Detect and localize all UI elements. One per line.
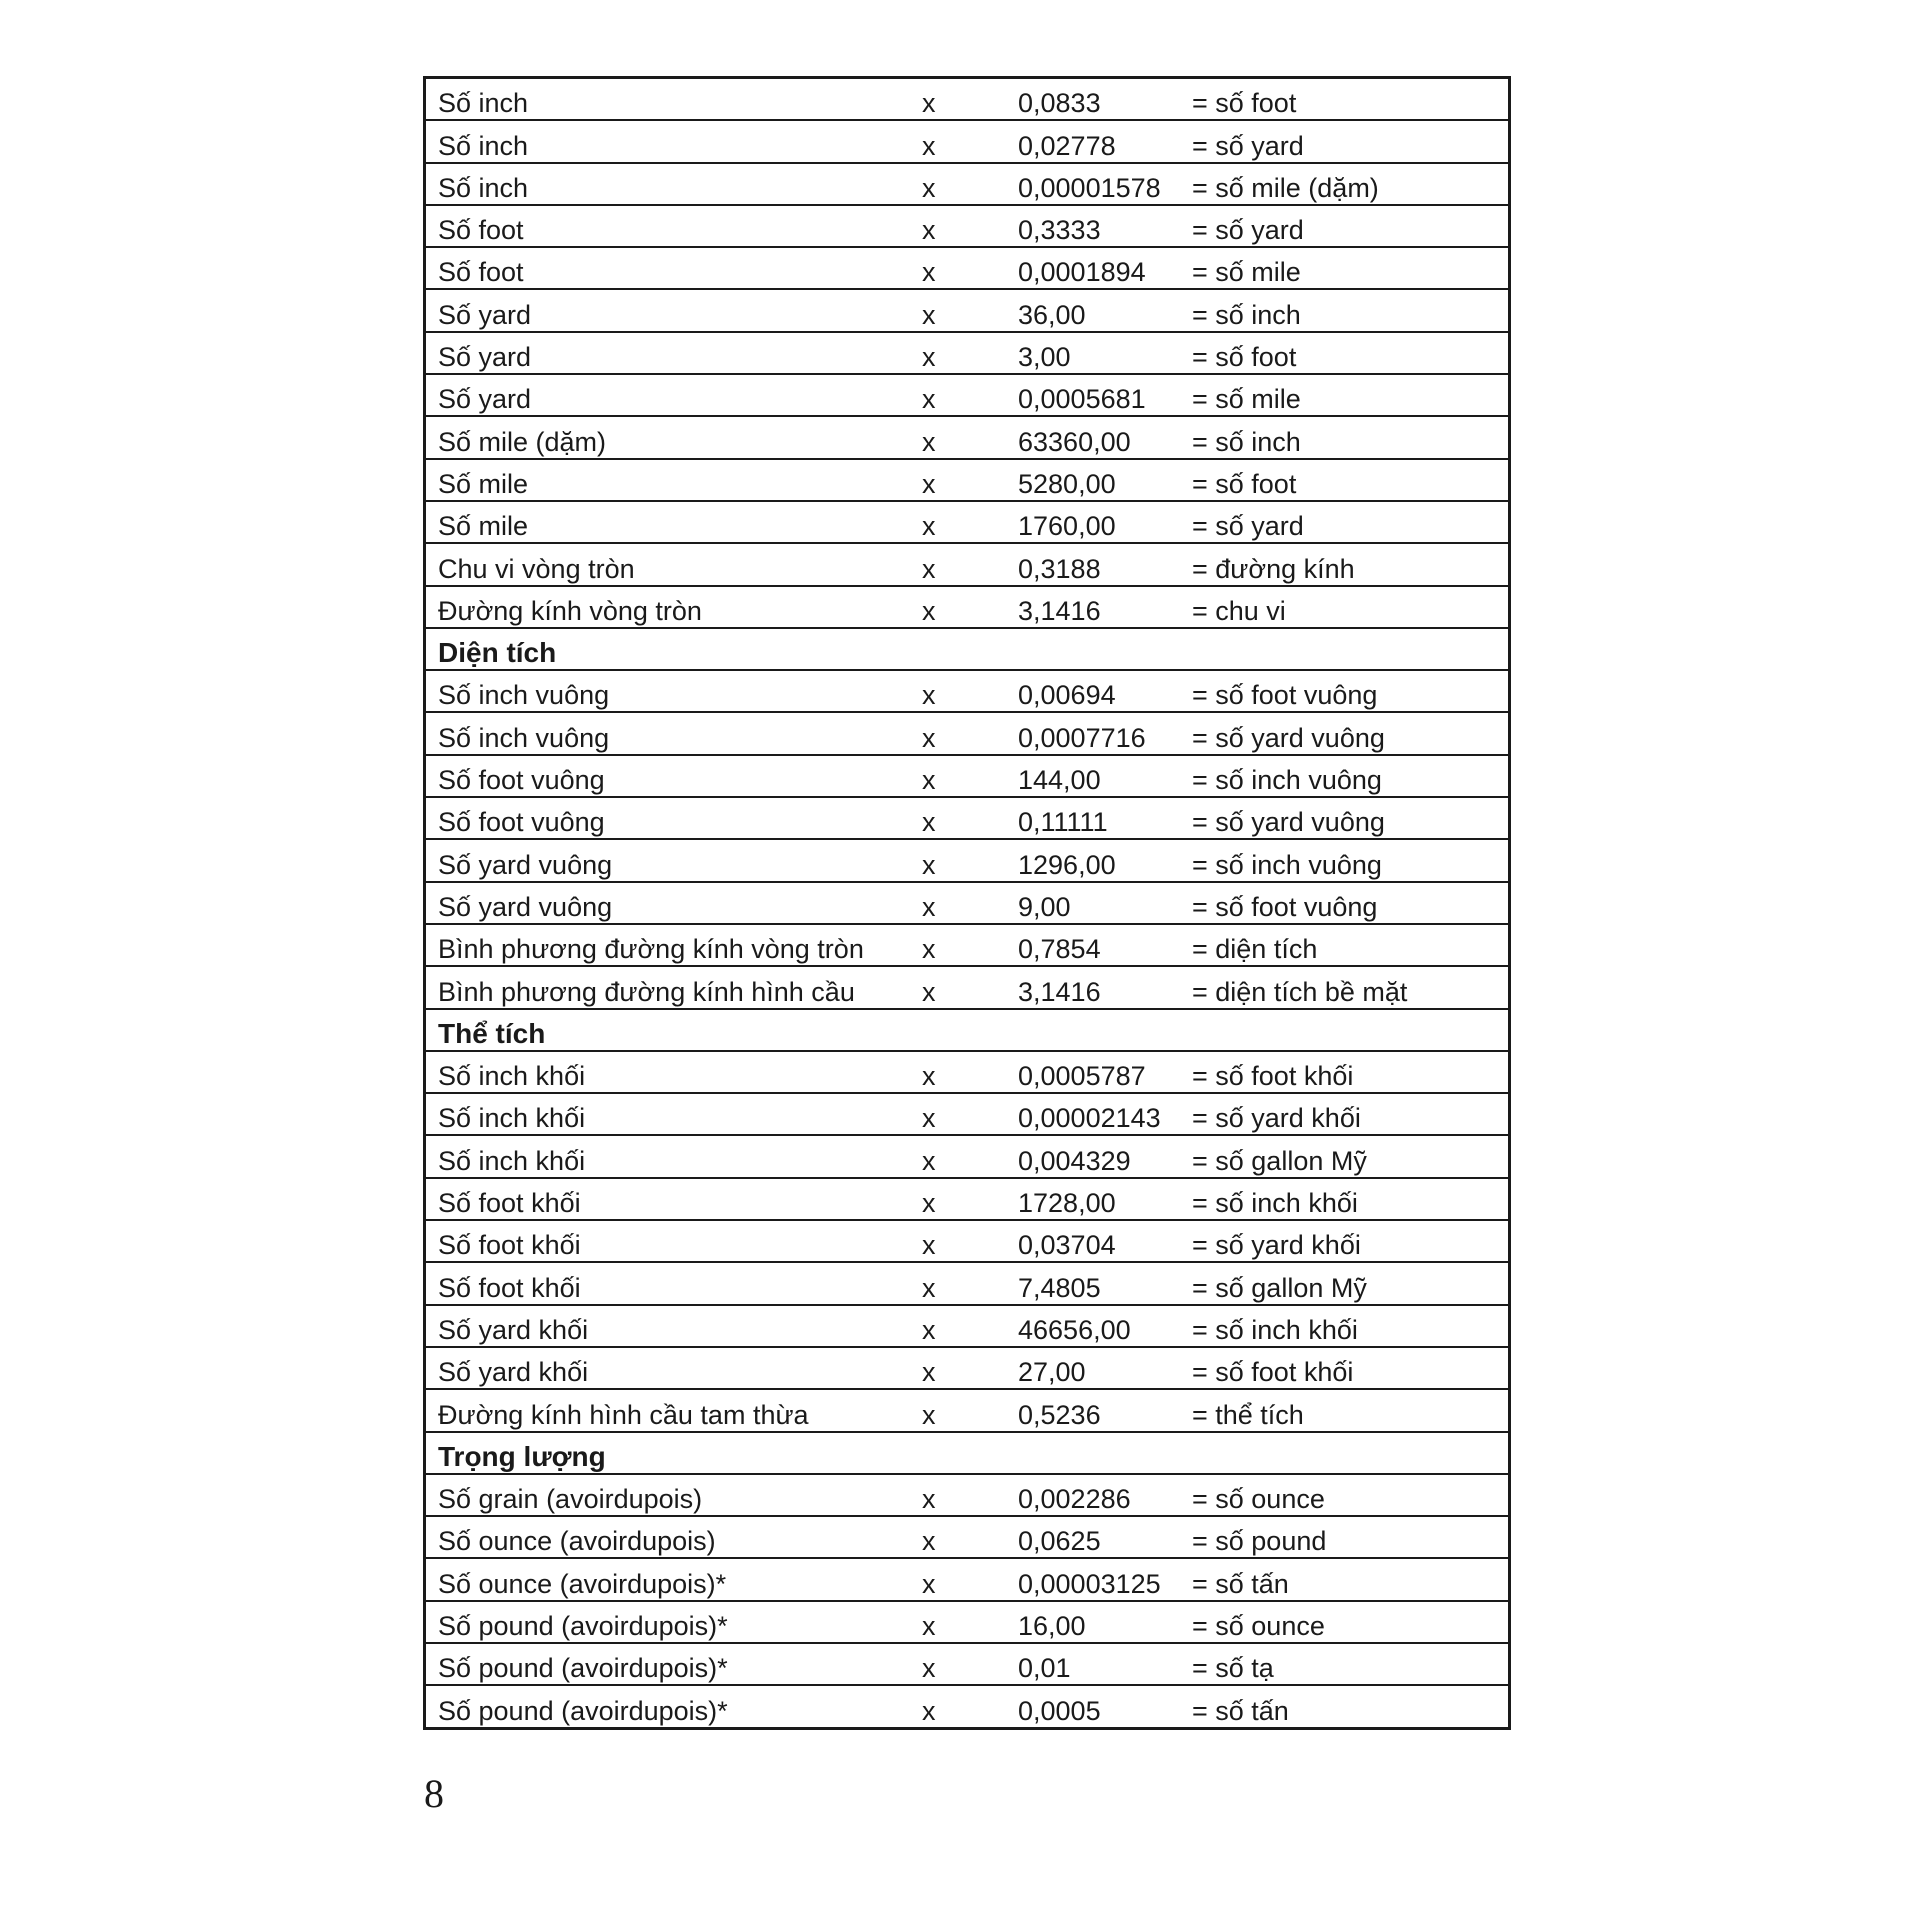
result-cell: = số foot: [1190, 332, 1510, 374]
unit-cell: Đường kính hình cầu tam thừa: [425, 1389, 917, 1431]
factor-cell: 0,0833: [1006, 78, 1190, 121]
factor-cell: 5280,00: [1006, 459, 1190, 501]
unit-cell: Số foot: [425, 205, 917, 247]
result-cell: = số inch khối: [1190, 1178, 1510, 1220]
factor-cell: 0,01: [1006, 1643, 1190, 1685]
table-row: [425, 1220, 1510, 1262]
factor-cell: 3,1416: [1006, 586, 1190, 628]
table-row: [425, 1474, 1510, 1516]
unit-cell: Số yard khối: [425, 1347, 917, 1389]
table-row: [425, 1347, 1510, 1389]
unit-cell: Số inch: [425, 163, 917, 205]
factor-cell: 0,7854: [1006, 924, 1190, 966]
operator-cell: x: [916, 1262, 1006, 1304]
operator-cell: x: [916, 1474, 1006, 1516]
operator-cell: x: [916, 543, 1006, 585]
operator-cell: x: [916, 163, 1006, 205]
unit-cell: Số foot khối: [425, 1220, 917, 1262]
unit-cell: Số ounce (avoirdupois)*: [425, 1558, 917, 1600]
result-cell: = số foot: [1190, 459, 1510, 501]
result-cell: = số ounce: [1190, 1601, 1510, 1643]
operator-cell: x: [916, 1178, 1006, 1220]
factor-cell: 16,00: [1006, 1601, 1190, 1643]
factor-cell: 0,002286: [1006, 1474, 1190, 1516]
factor-cell: 0,11111: [1006, 797, 1190, 839]
factor-cell: 7,4805: [1006, 1262, 1190, 1304]
result-cell: = số inch khối: [1190, 1305, 1510, 1347]
unit-cell: Số yard vuông: [425, 882, 917, 924]
table-row: [425, 543, 1510, 585]
factor-cell: 0,5236: [1006, 1389, 1190, 1431]
table-row: [425, 1093, 1510, 1135]
unit-cell: Số ounce (avoirdupois): [425, 1516, 917, 1558]
table-row: [425, 416, 1510, 458]
factor-cell: 0,0625: [1006, 1516, 1190, 1558]
unit-cell: Số inch: [425, 120, 917, 162]
factor-cell: 0,004329: [1006, 1135, 1190, 1177]
conversion-table-body: [425, 78, 1510, 1729]
result-cell: = số mile (dặm): [1190, 163, 1510, 205]
unit-cell: Số mile: [425, 501, 917, 543]
result-cell: = số pound: [1190, 1516, 1510, 1558]
unit-cell: Số inch vuông: [425, 670, 917, 712]
operator-cell: x: [916, 1516, 1006, 1558]
result-cell: = diện tích: [1190, 924, 1510, 966]
unit-cell: Số inch: [425, 78, 917, 121]
result-cell: = số inch vuông: [1190, 755, 1510, 797]
operator-cell: x: [916, 1051, 1006, 1093]
unit-cell: Số pound (avoirdupois)*: [425, 1601, 917, 1643]
operator-cell: x: [916, 1220, 1006, 1262]
unit-cell: Số yard: [425, 374, 917, 416]
table-row: [425, 1262, 1510, 1304]
operator-cell: x: [916, 205, 1006, 247]
table-row: [425, 1558, 1510, 1600]
unit-cell: Số inch khối: [425, 1093, 917, 1135]
result-cell: = số yard vuông: [1190, 712, 1510, 754]
unit-cell: Số foot khối: [425, 1178, 917, 1220]
unit-cell: Số inch khối: [425, 1135, 917, 1177]
factor-cell: 1760,00: [1006, 501, 1190, 543]
operator-cell: x: [916, 1601, 1006, 1643]
result-cell: = số inch: [1190, 289, 1510, 331]
result-cell: = số tấn: [1192, 1695, 1289, 1726]
result-cell: = số foot: [1190, 78, 1510, 121]
table-row: [425, 966, 1510, 1008]
unit-cell: Số foot vuông: [425, 797, 917, 839]
result-cell: = số tạ: [1190, 1643, 1510, 1685]
operator-cell: x: [916, 459, 1006, 501]
operator-cell: x: [916, 1389, 1006, 1431]
result-cell: = số yard khối: [1190, 1093, 1510, 1135]
section-heading: Trọng lượng: [425, 1432, 1510, 1474]
operator-cell: x: [916, 1347, 1006, 1389]
table-row: [425, 712, 1510, 754]
conversion-table: [423, 76, 1511, 1730]
section-heading-row: [425, 628, 1510, 670]
table-row: [425, 1516, 1510, 1558]
unit-cell: Số yard khối: [425, 1305, 917, 1347]
table-row: [425, 332, 1510, 374]
result-cell: = số gallon Mỹ: [1190, 1262, 1510, 1304]
table-row: [425, 374, 1510, 416]
factor-cell: 63360,00: [1006, 416, 1190, 458]
factor-cell: 0,00002143: [1006, 1093, 1190, 1135]
unit-cell: Số pound (avoirdupois)*: [438, 1695, 728, 1726]
factor-cell: 0,00694: [1006, 670, 1190, 712]
result-cell: = số foot khối: [1190, 1347, 1510, 1389]
result-cell: = số yard: [1190, 120, 1510, 162]
result-cell: = số inch: [1190, 416, 1510, 458]
operator-cell: x: [916, 586, 1006, 628]
table-row: [425, 670, 1510, 712]
operator-cell: x: [916, 247, 1006, 289]
operator-cell: x: [916, 374, 1006, 416]
table-row: [425, 459, 1510, 501]
unit-cell: Số yard: [425, 289, 917, 331]
factor-cell: 3,00: [1006, 332, 1190, 374]
result-cell: = số yard vuông: [1190, 797, 1510, 839]
table-row: [425, 839, 1510, 881]
result-cell: = diện tích bề mặt: [1190, 966, 1510, 1008]
factor-cell: 0,3188: [1006, 543, 1190, 585]
table-row: [425, 1051, 1510, 1093]
section-heading: Diện tích: [425, 628, 1510, 670]
operator-cell: x: [922, 1695, 936, 1726]
operator-cell: x: [916, 78, 1006, 121]
operator-cell: x: [916, 1643, 1006, 1685]
result-cell: = số inch vuông: [1190, 839, 1510, 881]
section-heading: Thể tích: [425, 1009, 1510, 1051]
table-row: [425, 586, 1510, 628]
result-cell: = chu vi: [1190, 586, 1510, 628]
unit-cell: Đường kính vòng tròn: [425, 586, 917, 628]
table-row: [425, 120, 1510, 162]
operator-cell: x: [916, 289, 1006, 331]
section-heading-row: [425, 1009, 1510, 1051]
unit-cell: Số mile: [425, 459, 917, 501]
result-cell: = số foot vuông: [1190, 882, 1510, 924]
factor-cell: 0,0005681: [1006, 374, 1190, 416]
factor-cell: 0,02778: [1006, 120, 1190, 162]
table-row: [425, 1305, 1510, 1347]
operator-cell: x: [916, 1305, 1006, 1347]
unit-cell: Số pound (avoirdupois)*: [425, 1643, 917, 1685]
section-heading-row: [425, 1432, 1510, 1474]
result-cell: = thể tích: [1190, 1389, 1510, 1431]
result-cell: = số yard: [1190, 205, 1510, 247]
result-cell: = số tấn: [1190, 1558, 1510, 1600]
factor-cell: 0,03704: [1006, 1220, 1190, 1262]
table-row: [425, 924, 1510, 966]
result-cell: = số yard: [1190, 501, 1510, 543]
factor-cell: 46656,00: [1006, 1305, 1190, 1347]
factor-cell: 9,00: [1006, 882, 1190, 924]
unit-cell: Số grain (avoirdupois): [425, 1474, 917, 1516]
operator-cell: x: [916, 755, 1006, 797]
unit-cell: Số foot: [425, 247, 917, 289]
factor-cell: 0,0007716: [1006, 712, 1190, 754]
factor-cell: 1296,00: [1006, 839, 1190, 881]
table-row: [425, 755, 1510, 797]
factor-cell: 0,3333: [1006, 205, 1190, 247]
table-row: [425, 1178, 1510, 1220]
table-row: [425, 163, 1510, 205]
factor-cell: 1728,00: [1006, 1178, 1190, 1220]
factor-cell: 144,00: [1006, 755, 1190, 797]
unit-cell: Số mile (dặm): [425, 416, 917, 458]
operator-cell: x: [916, 501, 1006, 543]
result-cell: = đường kính: [1190, 543, 1510, 585]
factor-cell: 27,00: [1006, 1347, 1190, 1389]
unit-cell: Bình phương đường kính vòng tròn: [425, 924, 917, 966]
table-row: [425, 1643, 1510, 1685]
table-row: [425, 247, 1510, 289]
operator-cell: x: [916, 120, 1006, 162]
table-row: [425, 205, 1510, 247]
result-cell: = số foot vuông: [1190, 670, 1510, 712]
table-row: [425, 1601, 1510, 1643]
operator-cell: x: [916, 966, 1006, 1008]
unit-cell: Số yard vuông: [425, 839, 917, 881]
result-cell: = số mile: [1190, 247, 1510, 289]
operator-cell: x: [916, 839, 1006, 881]
unit-cell: Số inch vuông: [425, 712, 917, 754]
factor-cell: 0,0005787: [1006, 1051, 1190, 1093]
unit-cell: Số foot vuông: [425, 755, 917, 797]
operator-cell: x: [916, 882, 1006, 924]
factor-cell: 36,00: [1006, 289, 1190, 331]
factor-cell: 3,1416: [1006, 966, 1190, 1008]
operator-cell: x: [916, 1135, 1006, 1177]
operator-cell: x: [916, 712, 1006, 754]
unit-cell: Số inch khối: [425, 1051, 917, 1093]
result-cell: = số mile: [1190, 374, 1510, 416]
factor-cell: 0,00001578: [1006, 163, 1190, 205]
factor-cell: 0,00003125: [1006, 1558, 1190, 1600]
operator-cell: x: [916, 797, 1006, 839]
result-cell: = số yard khối: [1190, 1220, 1510, 1262]
unit-cell: Số foot khối: [425, 1262, 917, 1304]
factor-cell: 0,0001894: [1006, 247, 1190, 289]
table-row: [425, 1135, 1510, 1177]
result-cell: = số foot khối: [1190, 1051, 1510, 1093]
factor-cell: 0,0005: [1018, 1695, 1101, 1726]
operator-cell: x: [916, 1558, 1006, 1600]
unit-cell: Chu vi vòng tròn: [425, 543, 917, 585]
operator-cell: x: [916, 332, 1006, 374]
result-cell: = số ounce: [1190, 1474, 1510, 1516]
table-row: [425, 882, 1510, 924]
page-number: 8: [424, 1771, 444, 1816]
operator-cell: x: [916, 1093, 1006, 1135]
unit-cell: Số yard: [425, 332, 917, 374]
operator-cell: x: [916, 924, 1006, 966]
table-row: [425, 1389, 1510, 1431]
operator-cell: x: [916, 416, 1006, 458]
result-cell: = số gallon Mỹ: [1190, 1135, 1510, 1177]
table-row: [425, 797, 1510, 839]
table-row: [425, 501, 1510, 543]
table-row: [425, 78, 1510, 121]
unit-cell: Bình phương đường kính hình cầu: [425, 966, 917, 1008]
operator-cell: x: [916, 670, 1006, 712]
table-row: [425, 1685, 1510, 1728]
table-row: [425, 289, 1510, 331]
